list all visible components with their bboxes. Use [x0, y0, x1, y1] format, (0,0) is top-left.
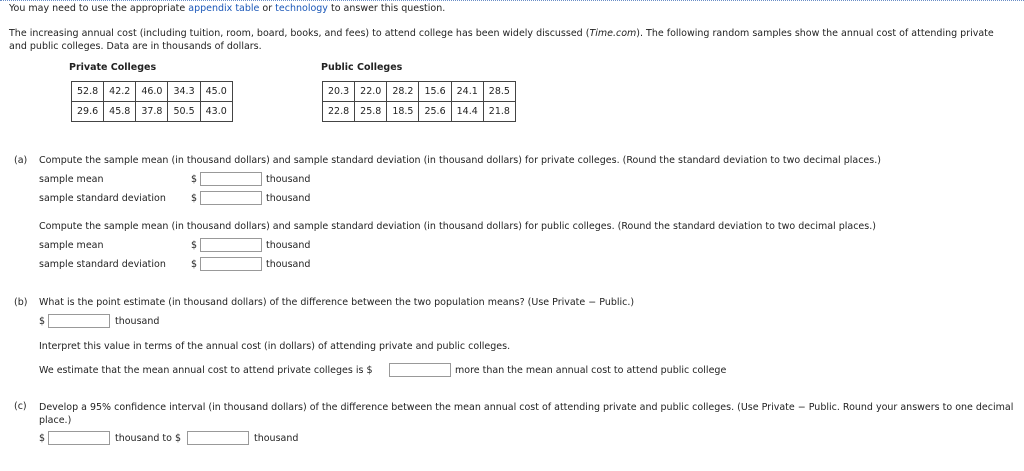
technology-link[interactable]: technology [275, 3, 328, 14]
ci-upper-input[interactable] [187, 431, 249, 445]
table-cell: 15.6 [419, 82, 451, 102]
table-row [72, 102, 233, 122]
public-mean-input[interactable] [200, 238, 262, 252]
unit-label: thousand [266, 240, 311, 251]
part-c-label: (c) [14, 401, 27, 412]
public-mean-label: sample mean [39, 240, 104, 251]
dollar-sign: $ [191, 174, 198, 185]
table-cell: 22.0 [355, 82, 387, 102]
private-mean-label: sample mean [39, 174, 104, 185]
table-cell: 28.5 [483, 82, 515, 102]
public-sd-input[interactable] [200, 257, 262, 271]
private-sd-label: sample standard deviation [39, 193, 166, 204]
unit-label: thousand [266, 193, 311, 204]
part-b-label: (b) [14, 297, 28, 308]
table-cell: 14.4 [451, 102, 483, 122]
table-cell: 25.6 [419, 102, 451, 122]
table-cell: 50.5 [168, 102, 200, 122]
table-cell: 52.8 [72, 82, 104, 102]
public-sd-label: sample standard deviation [39, 259, 166, 270]
table-cell: 42.2 [104, 82, 136, 102]
part-b-question: What is the point estimate (in thousand dollars) of the difference between the two population means? (Use Private − Public.) [39, 297, 635, 308]
intro-paragraph [9, 27, 1014, 53]
table-cell: 45.8 [104, 102, 136, 122]
unit-label: thousand [266, 174, 311, 185]
dollar-sign: $ [191, 259, 198, 270]
table-cell: 25.8 [355, 102, 387, 122]
dollar-sign: $ [191, 193, 198, 204]
public-table-title: Public Colleges [321, 62, 403, 73]
appendix-table-link[interactable]: appendix table [188, 3, 260, 14]
intro-text-2: ). The following random samples show the annual cost of attending private and public colleges. Data are in thousands of dollars. [9, 28, 994, 52]
part-a-label: (a) [14, 155, 28, 166]
instruction-prefix: You may need to use the appropriate [9, 3, 186, 14]
part-b-interpret: Interpret this value in terms of the annual cost (in dollars) of attending private and public colleges. [39, 341, 511, 352]
table-row [323, 82, 516, 102]
table-cell: 21.8 [483, 102, 515, 122]
instruction-or: or [262, 3, 273, 14]
table-cell: 34.3 [168, 82, 200, 102]
part-c-question: Develop a 95% confidence interval (in thousand dollars) of the difference between the mean annual cost of attending private and public colleges. (Use Private − Public. Round your answers to one decimal place.) [39, 402, 1014, 426]
ci-lower-input[interactable] [48, 431, 110, 445]
dollar-sign: $ [191, 240, 198, 251]
part-a-question-public: Compute the sample mean (in thousand dollars) and sample standard deviation (in thousand dollars) for public colleges. (Round the standard deviation to two decimal places.) [39, 221, 876, 232]
table-cell: 45.0 [200, 82, 232, 102]
unit-label: thousand [254, 433, 299, 444]
unit-label: thousand [266, 259, 311, 270]
table-cell: 37.8 [136, 102, 168, 122]
interpret-sentence-pre: We estimate that the mean annual cost to attend private colleges is $ [39, 365, 373, 376]
top-divider [0, 0, 1024, 1]
private-sd-input[interactable] [200, 191, 262, 205]
part-a-question-private: Compute the sample mean (in thousand dollars) and sample standard deviation (in thousand dollars) for private colleges. (Round the standard deviation to two decimal places.) [39, 155, 881, 166]
private-table-title: Private Colleges [69, 62, 157, 73]
interpret-sentence-post: more than the mean annual cost to attend public college [455, 365, 727, 376]
intro-source: Time.com [589, 28, 637, 39]
table-cell: 18.5 [387, 102, 419, 122]
interpret-input[interactable] [389, 363, 451, 377]
table-cell: 46.0 [136, 82, 168, 102]
public-table [322, 81, 516, 122]
table-cell: 43.0 [200, 102, 232, 122]
ci-mid-label: thousand to $ [115, 433, 182, 444]
private-table [71, 81, 233, 122]
table-cell: 29.6 [72, 102, 104, 122]
table-row [72, 82, 233, 102]
private-mean-input[interactable] [200, 172, 262, 186]
dollar-sign: $ [39, 316, 46, 327]
dollar-sign: $ [39, 433, 46, 444]
instruction-suffix: to answer this question. [330, 3, 446, 14]
intro-text-1: The increasing annual cost (including tuition, room, board, books, and fees) to attend college has been widely discussed ( [9, 28, 590, 39]
table-cell: 28.2 [387, 82, 419, 102]
point-estimate-input[interactable] [48, 314, 110, 328]
table-cell: 20.3 [323, 82, 355, 102]
table-row [323, 102, 516, 122]
table-cell: 22.8 [323, 102, 355, 122]
table-cell: 24.1 [451, 82, 483, 102]
instruction-line [9, 3, 445, 14]
unit-label: thousand [115, 316, 160, 327]
